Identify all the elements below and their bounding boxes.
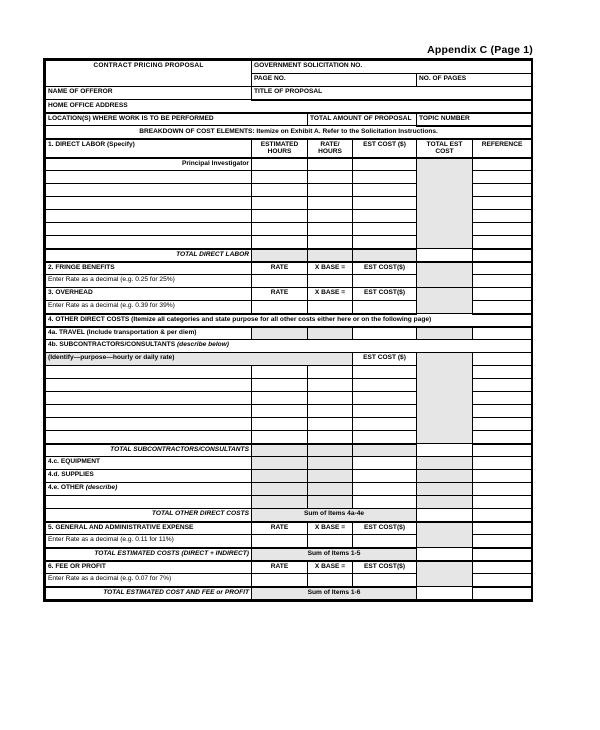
cell-reference[interactable]	[473, 366, 532, 379]
cell-travel-rate	[308, 327, 353, 340]
cell-total-direct-labor-hours	[252, 249, 308, 262]
sum-items-1-6: Sum of Items 1-6	[252, 587, 417, 600]
cell-travel-reference[interactable]	[473, 327, 532, 340]
topic-number-label: TOPIC NUMBER	[419, 114, 470, 122]
fee-row	[46, 561, 532, 574]
rate-hours-line2: HOURS	[318, 148, 342, 156]
cell-fee-est-cost[interactable]	[353, 574, 417, 587]
cell-item[interactable]	[46, 405, 252, 418]
cell-fringe-reference[interactable]	[473, 262, 532, 275]
cell-item[interactable]	[46, 431, 252, 444]
cell-total-est-cost-direct-labor	[417, 158, 473, 249]
cell-reference[interactable]	[473, 210, 532, 223]
cell-other-est-cost[interactable]	[353, 483, 417, 496]
cell-est-cost[interactable]	[353, 405, 417, 418]
cell-total-est-cost-overhead	[417, 288, 473, 314]
cell-other-blank-est-cost[interactable]	[353, 496, 417, 509]
cell-est-cost[interactable]	[353, 418, 417, 431]
cell-overhead-note-reference[interactable]	[473, 301, 532, 314]
estimated-hours-line2: HOURS	[267, 148, 292, 156]
cell-est-cost[interactable]	[353, 171, 417, 184]
cell-equipment-total-est-cost	[417, 457, 473, 470]
cell-supplies-reference[interactable]	[473, 470, 532, 483]
cell-rate-hours[interactable]	[308, 418, 353, 431]
cell-identify-reference[interactable]	[473, 353, 532, 366]
cell-other-blank-reference[interactable]	[473, 496, 532, 509]
cell-total-sub-hours	[252, 444, 308, 457]
fringe-rate-header: RATE	[252, 262, 308, 275]
other-row	[46, 483, 532, 496]
cell-estimated-hours[interactable]	[252, 158, 308, 171]
cell-other-blank-item[interactable]	[46, 496, 252, 509]
cell-other-blank-hours	[252, 496, 308, 509]
cell-tec-total-est-cost[interactable]	[417, 548, 473, 561]
cell-reference[interactable]	[473, 431, 532, 444]
total-amount-of-proposal-field[interactable]	[308, 113, 417, 126]
cell-other-total-est-cost	[417, 483, 473, 496]
fringe-base-header: X BASE =	[308, 262, 353, 275]
fringe-benefits-label: 2. FRINGE BENEFITS	[46, 262, 252, 275]
cell-rate-hours[interactable]	[308, 197, 353, 210]
fee-label: 6. FEE OR PROFIT	[46, 561, 252, 574]
cell-supplies-total-est-cost	[417, 470, 473, 483]
rate-hours-line1: RATE/	[320, 140, 340, 148]
cell-estimated-hours[interactable]	[252, 236, 308, 249]
principal-investigator-label: Principal Investigator	[46, 158, 252, 171]
cell-fringe-rate[interactable]	[252, 275, 308, 288]
col-header-rate-hours	[308, 139, 353, 158]
cell-equipment-hours	[252, 457, 308, 470]
cell-supplies-hours	[252, 470, 308, 483]
topic-number-field[interactable]	[417, 113, 532, 126]
other-label-italic: (describe)	[85, 484, 118, 492]
total-amount-of-proposal-label: TOTAL AMOUNT OF PROPOSAL	[310, 114, 412, 122]
fringe-benefits-row	[46, 262, 532, 275]
cell-est-cost[interactable]	[353, 184, 417, 197]
fee-note: Enter Rate as a decimal (e.g. 0.07 for 7%)	[46, 574, 252, 587]
cell-fee-note-reference[interactable]	[473, 574, 532, 587]
col-header-estimated-hours	[252, 139, 308, 158]
cell-total-odc-total-est-cost[interactable]	[417, 509, 473, 522]
overhead-base-header: X BASE =	[308, 288, 353, 301]
subcontractors-label-text: 4b. SUBCONTRACTORS/CONSULTANTS	[48, 341, 176, 349]
other-label-text: 4.e. OTHER	[48, 484, 84, 492]
total-subcontractors-label: TOTAL SUBCONTRACTORS/CONSULTANTS	[46, 444, 252, 457]
home-office-address-field[interactable]	[46, 100, 532, 113]
cell-estimated-hours[interactable]	[252, 431, 308, 444]
total-est-cost-line1: TOTAL EST	[426, 140, 463, 148]
cell-estimated-hours[interactable]	[252, 171, 308, 184]
cell-total-sub-reference[interactable]	[473, 444, 532, 457]
col-header-direct-labor: 1. DIRECT LABOR (Specify)	[46, 139, 252, 158]
cell-est-cost[interactable]	[353, 379, 417, 392]
cell-estimated-hours[interactable]	[252, 197, 308, 210]
appendix-label: Appendix C (Page 1)	[427, 44, 533, 56]
cell-rate-hours[interactable]	[308, 223, 353, 236]
cell-total-est-cost-fringe	[417, 262, 473, 288]
sum-items-4a-4e: Sum of Items 4a-4e	[252, 509, 417, 522]
form-title: CONTRACT PRICING PROPOSAL	[46, 61, 252, 87]
estimated-hours-line1: ESTIMATED	[260, 140, 299, 148]
cell-rate-hours[interactable]	[308, 405, 353, 418]
ga-rate-header: RATE	[252, 522, 308, 535]
cell-item[interactable]	[46, 184, 252, 197]
cell-fee-rate[interactable]	[252, 574, 308, 587]
travel-row	[46, 327, 532, 340]
other-blank-row	[46, 496, 532, 509]
cell-total-sub-total-est-cost[interactable]	[417, 444, 473, 457]
cell-total-est-cost-subcontractors	[417, 353, 473, 444]
name-of-offeror-field[interactable]	[46, 87, 252, 100]
travel-label: 4a. TRAVEL (Include transportation & per diem)	[46, 327, 252, 340]
title-of-proposal-label: TITLE OF PROPOSAL	[254, 88, 323, 95]
cell-ga-base[interactable]	[308, 535, 353, 548]
cell-est-cost[interactable]	[353, 210, 417, 223]
cell-est-cost[interactable]	[353, 223, 417, 236]
cell-fee-base[interactable]	[308, 574, 353, 587]
cell-item[interactable]	[46, 171, 252, 184]
col-header-reference: REFERENCE	[473, 139, 532, 158]
total-direct-labor-label: TOTAL DIRECT LABOR	[46, 249, 252, 262]
cell-rate-hours[interactable]	[308, 184, 353, 197]
cell-rate-hours[interactable]	[308, 236, 353, 249]
cell-estimated-hours[interactable]	[252, 405, 308, 418]
cell-total-odc-reference[interactable]	[473, 509, 532, 522]
ga-base-header: X BASE =	[308, 522, 353, 535]
cell-item[interactable]	[46, 236, 252, 249]
cell-rate-hours[interactable]	[308, 431, 353, 444]
cell-reference[interactable]	[473, 197, 532, 210]
total-est-cost-line2: COST	[435, 148, 454, 156]
total-estimated-cost-and-fee-row	[46, 587, 532, 600]
cell-total-sub-rate	[308, 444, 353, 457]
government-solicitation-no-field[interactable]	[252, 61, 532, 74]
total-other-direct-costs-label: TOTAL OTHER DIRECT COSTS	[46, 509, 252, 522]
supplies-row	[46, 470, 532, 483]
cell-item[interactable]	[46, 366, 252, 379]
cell-equipment-est-cost[interactable]	[353, 457, 417, 470]
cell-rate-hours[interactable]	[308, 379, 353, 392]
cell-reference[interactable]	[473, 236, 532, 249]
cell-reference[interactable]	[473, 392, 532, 405]
cell-item[interactable]	[46, 392, 252, 405]
cell-reference[interactable]	[473, 418, 532, 431]
subcontractors-label-italic: (describe below)	[176, 341, 229, 349]
total-estimated-costs-label: TOTAL ESTIMATED COSTS (DIRECT + INDIRECT)	[46, 548, 252, 561]
locations-label: LOCATION(S) WHERE WORK IS TO BE PERFORMED	[48, 114, 214, 122]
cell-travel-hours	[252, 327, 308, 340]
ga-row	[46, 522, 532, 535]
breakdown-banner-row	[46, 126, 532, 139]
cell-ga-est-cost[interactable]	[353, 535, 417, 548]
identify-est-cost-header: EST COST ($)	[353, 353, 417, 366]
cell-ga-rate[interactable]	[252, 535, 308, 548]
cell-overhead-base[interactable]	[308, 301, 353, 314]
page-no-label: PAGE NO.	[254, 75, 286, 82]
total-other-direct-costs-row	[46, 509, 532, 522]
ga-label: 5. GENERAL AND ADMINISTRATIVE EXPENSE	[46, 522, 252, 535]
title-row	[46, 61, 532, 74]
cell-tec-reference[interactable]	[473, 548, 532, 561]
cell-estimated-hours[interactable]	[252, 210, 308, 223]
overhead-row	[46, 288, 532, 301]
no-of-pages-field[interactable]	[417, 74, 532, 87]
cell-estimated-hours[interactable]	[252, 392, 308, 405]
home-office-address-row	[46, 100, 532, 113]
contract-pricing-proposal-form	[43, 58, 533, 602]
cell-item[interactable]	[46, 210, 252, 223]
total-estimated-costs-row	[46, 548, 532, 561]
overhead-label: 3. OVERHEAD	[46, 288, 252, 301]
other-direct-costs-label: 4. OTHER DIRECT COSTS (Itemize all categories and state purpose for all other costs either here or on the following page)	[46, 314, 532, 327]
locations-field[interactable]	[46, 113, 308, 126]
ga-est-cost-header: EST COST($)	[353, 522, 417, 535]
cell-travel-total-est-cost	[417, 327, 473, 340]
cell-total-direct-labor-est-cost	[353, 249, 417, 262]
cell-rate-hours[interactable]	[308, 366, 353, 379]
cell-overhead-est-cost[interactable]	[353, 301, 417, 314]
offeror-row	[46, 87, 532, 100]
total-subcontractors-row	[46, 444, 532, 457]
government-solicitation-no-label: GOVERNMENT SOLICITATION NO.	[254, 62, 363, 69]
no-of-pages-label: NO. OF PAGES	[419, 75, 467, 82]
cell-item[interactable]	[46, 223, 252, 236]
cell-item[interactable]	[46, 379, 252, 392]
cell-reference[interactable]	[473, 223, 532, 236]
breakdown-banner: BREAKDOWN OF COST ELEMENTS: Itemize on Exhibit A. Refer to the Solicitation Instructions.	[46, 126, 532, 139]
cell-est-cost[interactable]	[353, 158, 417, 171]
direct-labor-row-principal	[46, 158, 532, 171]
title-of-proposal-field[interactable]	[252, 87, 532, 100]
cell-fringe-est-cost[interactable]	[353, 275, 417, 288]
column-header-row	[46, 139, 532, 158]
cell-fringe-base[interactable]	[308, 275, 353, 288]
other-label	[46, 483, 252, 496]
cell-reference[interactable]	[473, 184, 532, 197]
cell-other-hours	[252, 483, 308, 496]
name-of-offeror-label: NAME OF OFFEROR	[48, 88, 113, 95]
cell-est-cost[interactable]	[353, 236, 417, 249]
cell-item[interactable]	[46, 197, 252, 210]
cell-est-cost[interactable]	[353, 392, 417, 405]
fringe-note: Enter Rate as a decimal (e.g. 0.25 for 25%)	[46, 275, 252, 288]
sum-items-1-5: Sum of Items 1-5	[252, 548, 417, 561]
fee-base-header: X BASE =	[308, 561, 353, 574]
cell-total-direct-labor-rate	[308, 249, 353, 262]
cell-est-cost[interactable]	[353, 366, 417, 379]
cell-ga-note-reference[interactable]	[473, 535, 532, 548]
cell-reference[interactable]	[473, 379, 532, 392]
total-estimated-cost-and-fee-label: TOTAL ESTIMATED COST AND FEE or PROFIT	[46, 587, 252, 600]
total-direct-labor-row	[46, 249, 532, 262]
cell-reference[interactable]	[473, 405, 532, 418]
form-table	[45, 60, 532, 600]
overhead-est-cost-header: EST COST($)	[353, 288, 417, 301]
cell-other-blank-rate	[308, 496, 353, 509]
overhead-note: Enter Rate as a decimal (e.g. 0.39 for 39%)	[46, 301, 252, 314]
cell-total-est-cost-fee	[417, 561, 473, 587]
cell-rate-hours[interactable]	[308, 392, 353, 405]
cell-tecf-total-est-cost[interactable]	[417, 587, 473, 600]
cell-total-est-cost-ga	[417, 522, 473, 548]
cell-est-cost[interactable]	[353, 431, 417, 444]
cell-travel-est-cost[interactable]	[353, 327, 417, 340]
cell-other-rate	[308, 483, 353, 496]
subcontractors-header-row	[46, 340, 532, 353]
cell-overhead-reference[interactable]	[473, 288, 532, 301]
cell-reference[interactable]	[473, 171, 532, 184]
cell-fee-reference[interactable]	[473, 561, 532, 574]
cell-fringe-note-reference[interactable]	[473, 275, 532, 288]
cell-total-direct-labor-reference[interactable]	[473, 249, 532, 262]
cell-total-direct-labor-total-est-cost[interactable]	[417, 249, 473, 262]
supplies-label: 4.d. SUPPLIES	[46, 470, 252, 483]
identify-label: (Identify—purpose—hourly or daily rate)	[46, 353, 353, 366]
identify-row	[46, 353, 532, 366]
cell-ga-reference[interactable]	[473, 522, 532, 535]
cell-overhead-rate[interactable]	[252, 301, 308, 314]
cell-estimated-hours[interactable]	[252, 223, 308, 236]
fee-est-cost-header: EST COST($)	[353, 561, 417, 574]
location-row	[46, 113, 532, 126]
cell-item[interactable]	[46, 418, 252, 431]
cell-reference[interactable]	[473, 158, 532, 171]
cell-other-reference[interactable]	[473, 483, 532, 496]
subcontractors-label	[46, 340, 532, 353]
overhead-rate-header: RATE	[252, 288, 308, 301]
cell-estimated-hours[interactable]	[252, 418, 308, 431]
cell-estimated-hours[interactable]	[252, 379, 308, 392]
cell-equipment-reference[interactable]	[473, 457, 532, 470]
cell-rate-hours[interactable]	[308, 210, 353, 223]
cell-total-sub-est-cost	[353, 444, 417, 457]
col-header-total-est-cost	[417, 139, 473, 158]
cell-supplies-rate	[308, 470, 353, 483]
ga-note: Enter Rate as a decimal (e.g. 0.11 for 11%)	[46, 535, 252, 548]
page-no-field[interactable]	[252, 74, 417, 87]
cell-est-cost[interactable]	[353, 197, 417, 210]
cell-estimated-hours[interactable]	[252, 184, 308, 197]
col-header-est-cost: EST COST ($)	[353, 139, 417, 158]
cell-estimated-hours[interactable]	[252, 366, 308, 379]
equipment-label: 4.c. EQUIPMENT	[46, 457, 252, 470]
cell-other-blank-total-est-cost	[417, 496, 473, 509]
fringe-est-cost-header: EST COST($)	[353, 262, 417, 275]
cell-supplies-est-cost[interactable]	[353, 470, 417, 483]
other-direct-costs-row	[46, 314, 532, 327]
cell-equipment-rate	[308, 457, 353, 470]
equipment-row	[46, 457, 532, 470]
home-office-address-label: HOME OFFICE ADDRESS	[48, 101, 128, 109]
cell-rate-hours[interactable]	[308, 158, 353, 171]
cell-rate-hours[interactable]	[308, 171, 353, 184]
fee-rate-header: RATE	[252, 561, 308, 574]
cell-tecf-reference[interactable]	[473, 587, 532, 600]
